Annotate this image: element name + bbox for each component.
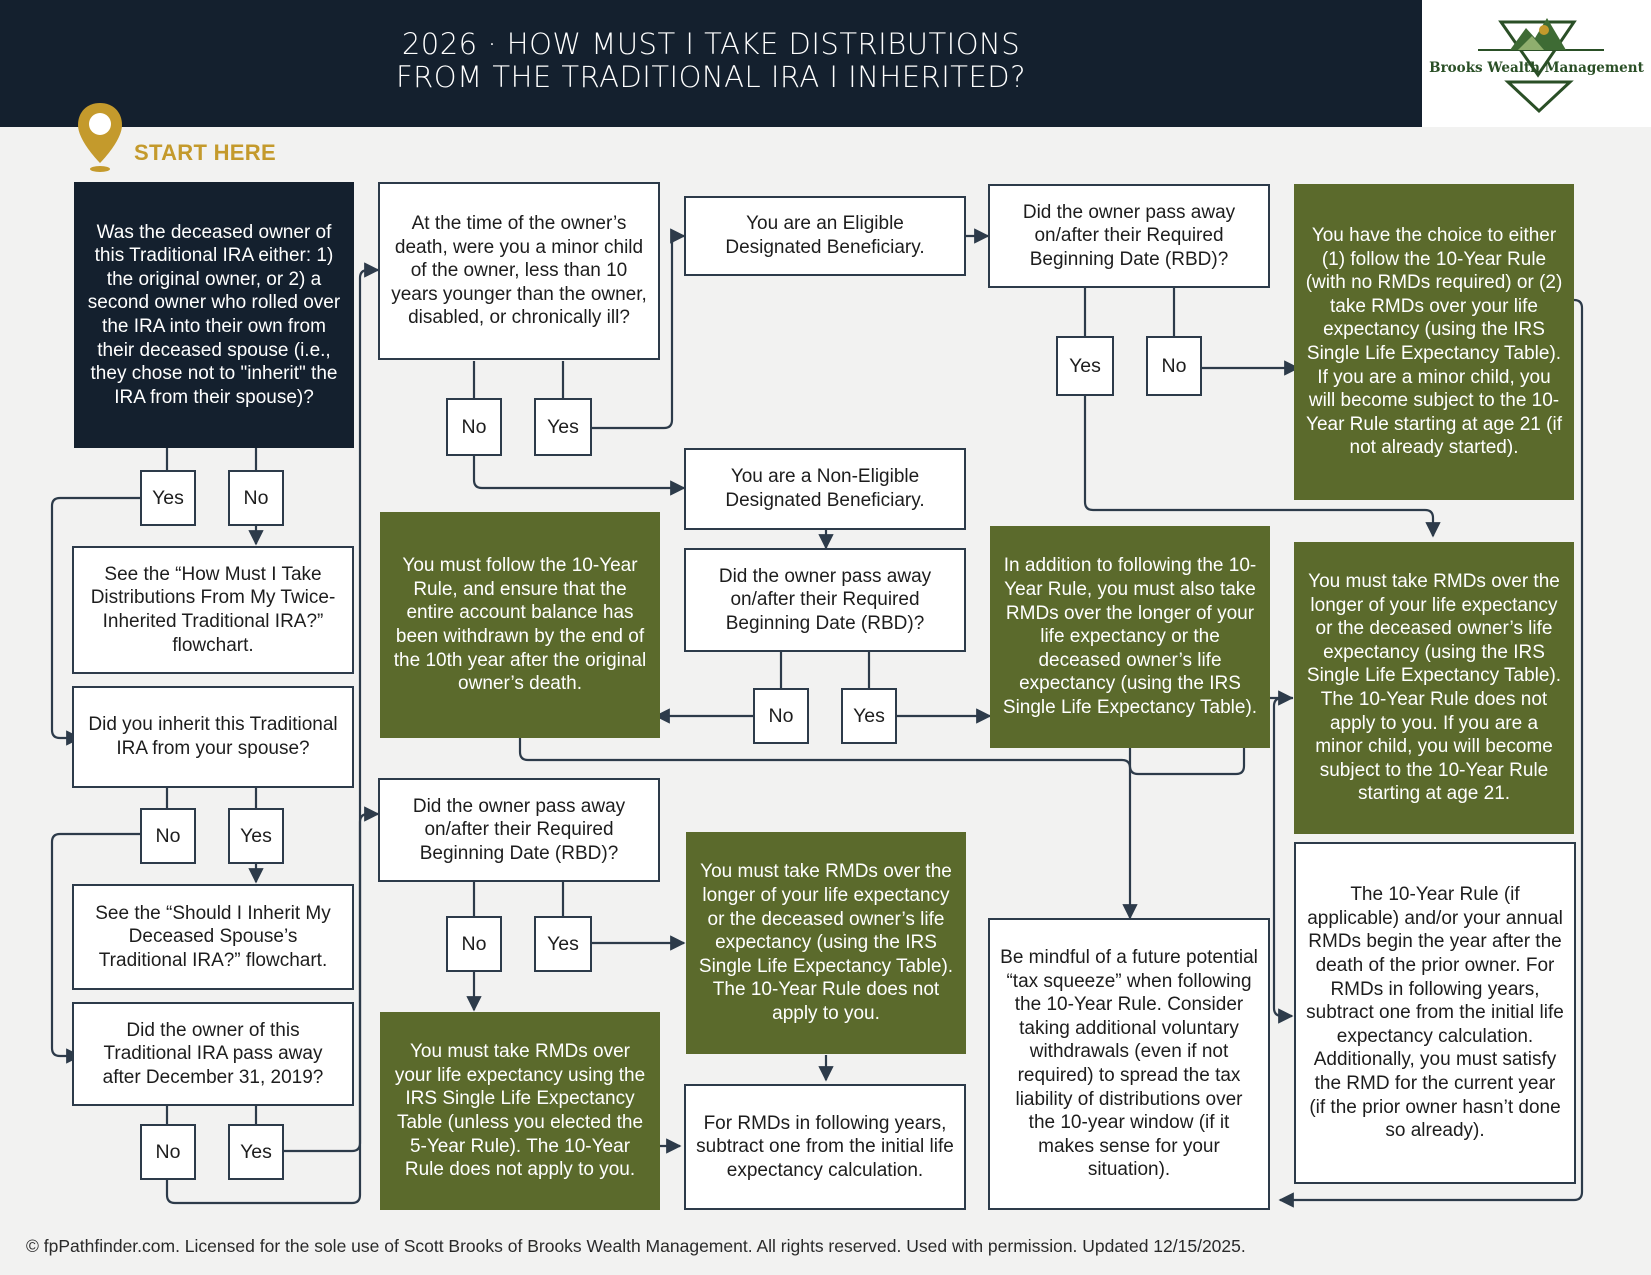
title-line-2: FROM THE TRADITIONAL IRA I INHERITED?	[395, 60, 1027, 94]
rmds-longer-life-eligible: You must take RMDs over the longer of your life expectancy or the deceased owner’s life expectancy (using the IRS Single Life Expectancy Table). The 10-Year Rule does not apply to you. If you are a minor child, you will become subject to the 10-Year Rule starting at age 21.	[1294, 542, 1574, 834]
non-eligible-designated-beneficiary: You are a Non-Eligible Designated Beneficiary.	[684, 448, 966, 530]
answer-yes-rbd-pre-2020: Yes	[534, 916, 592, 972]
question-rbd-non-eligible: Did the owner pass away on/after their Required Beginning Date (RBD)?	[684, 548, 966, 652]
answer-yes-rbd-non-eligible: Yes	[841, 688, 897, 744]
title-line-1: 2026 · HOW MUST I TAKE DISTRIBUTIONS	[401, 27, 1021, 61]
answer-no-original-owner: No	[228, 470, 284, 526]
answer-yes-minor-child: Yes	[534, 398, 592, 456]
question-died-after-2019: Did the owner of this Traditional IRA pass away after December 31, 2019?	[72, 1002, 354, 1106]
start-here-label: START HERE	[134, 140, 276, 165]
choice-10-year-or-life-expectancy: You have the choice to either (1) follow the 10-Year Rule (with no RMDs required) or (2) take RMDs over your life expectancy (using the IRS Single Life Expectancy Table). If you are a minor child, you will become subject to the 10-Year Rule starting at age 21 (if not already started).	[1294, 184, 1574, 500]
eligible-designated-beneficiary: You are an Eligible Designated Beneficiary.	[684, 196, 966, 276]
question-inherited-from-spouse: Did you inherit this Traditional IRA from your spouse?	[72, 686, 354, 788]
answer-no-from-spouse: No	[140, 808, 196, 864]
rmds-own-life-expectancy: You must take RMDs over your life expectancy using the IRS Single Life Expectancy Table (unless you elected the 5-Year Rule). The 10-Year Rule does not apply to you.	[380, 1012, 660, 1210]
question-original-owner: Was the deceased owner of this Traditional IRA either: 1) the original owner, or 2) a second owner who rolled over the IRA into their own from their deceased spouse (i.e., they chose not to "inherit" the IRA from their spouse)?	[74, 182, 354, 448]
also-take-rmds-10-year: In addition to following the 10-Year Rule, you must also take RMDs over the longer of your life expectancy or the deceased owner’s life expectancy (using the IRS Single Life Expectancy Table).	[990, 526, 1270, 748]
answer-yes-original-owner: Yes	[140, 470, 196, 526]
see-twice-inherited-flowchart: See the “How Must I Take Distributions From My Twice-Inherited Traditional IRA?” flowchart.	[72, 546, 354, 674]
question-minor-child-etc: At the time of the owner’s death, were you a minor child of the owner, less than 10 years younger than the owner, disabled, or chronically ill?	[378, 182, 660, 360]
must-follow-10-year-rule: You must follow the 10-Year Rule, and ensure that the entire account balance has been withdrawn by the end of the 10th year after the original owner’s death.	[380, 512, 660, 738]
tax-squeeze-note: Be mindful of a future potential “tax squeeze” when following the 10-Year Rule. Consider taking additional voluntary withdrawals (even if not required) to spread the tax liability of distributions over the 10-year window (if it makes sense for your situation).	[988, 918, 1270, 1210]
brand-name: Brooks Wealth Management	[1429, 60, 1644, 76]
question-rbd-eligible: Did the owner pass away on/after their Required Beginning Date (RBD)?	[988, 184, 1270, 288]
answer-yes-from-spouse: Yes	[228, 808, 284, 864]
answer-yes-rbd-eligible: Yes	[1056, 336, 1114, 396]
rule-begins-year-after-death: The 10-Year Rule (if applicable) and/or your annual RMDs begin the year after the death of the prior owner. For RMDs in following years, subtract one from the initial life expectancy calculation. Additionally, you must satisfy the RMD for the current year (if the prior owner hasn’t done so already).	[1294, 842, 1576, 1184]
answer-no-minor-child: No	[446, 398, 502, 456]
rmds-longer-life-pre-2020: You must take RMDs over the longer of your life expectancy or the deceased owner’s life expectancy (using the IRS Single Life Expectancy Table). The 10-Year Rule does not apply to you.	[686, 832, 966, 1054]
answer-no-rbd-eligible: No	[1146, 336, 1202, 396]
question-rbd-pre-2020: Did the owner pass away on/after their Required Beginning Date (RBD)?	[378, 778, 660, 882]
answer-no-after-2019: No	[140, 1124, 196, 1180]
subtract-one-following-years: For RMDs in following years, subtract one from the initial life expectancy calculation.	[684, 1084, 966, 1210]
see-should-inherit-flowchart: See the “Should I Inherit My Deceased Spouse’s Traditional IRA?” flowchart.	[72, 884, 354, 990]
footer-copyright: © fpPathfinder.com. Licensed for the sole use of Scott Brooks of Brooks Wealth Management. All rights reserved. Used with permission. Updated 12/15/2025.	[26, 1236, 1246, 1256]
answer-no-rbd-pre-2020: No	[446, 916, 502, 972]
answer-no-rbd-non-eligible: No	[753, 688, 809, 744]
answer-yes-after-2019: Yes	[228, 1124, 284, 1180]
